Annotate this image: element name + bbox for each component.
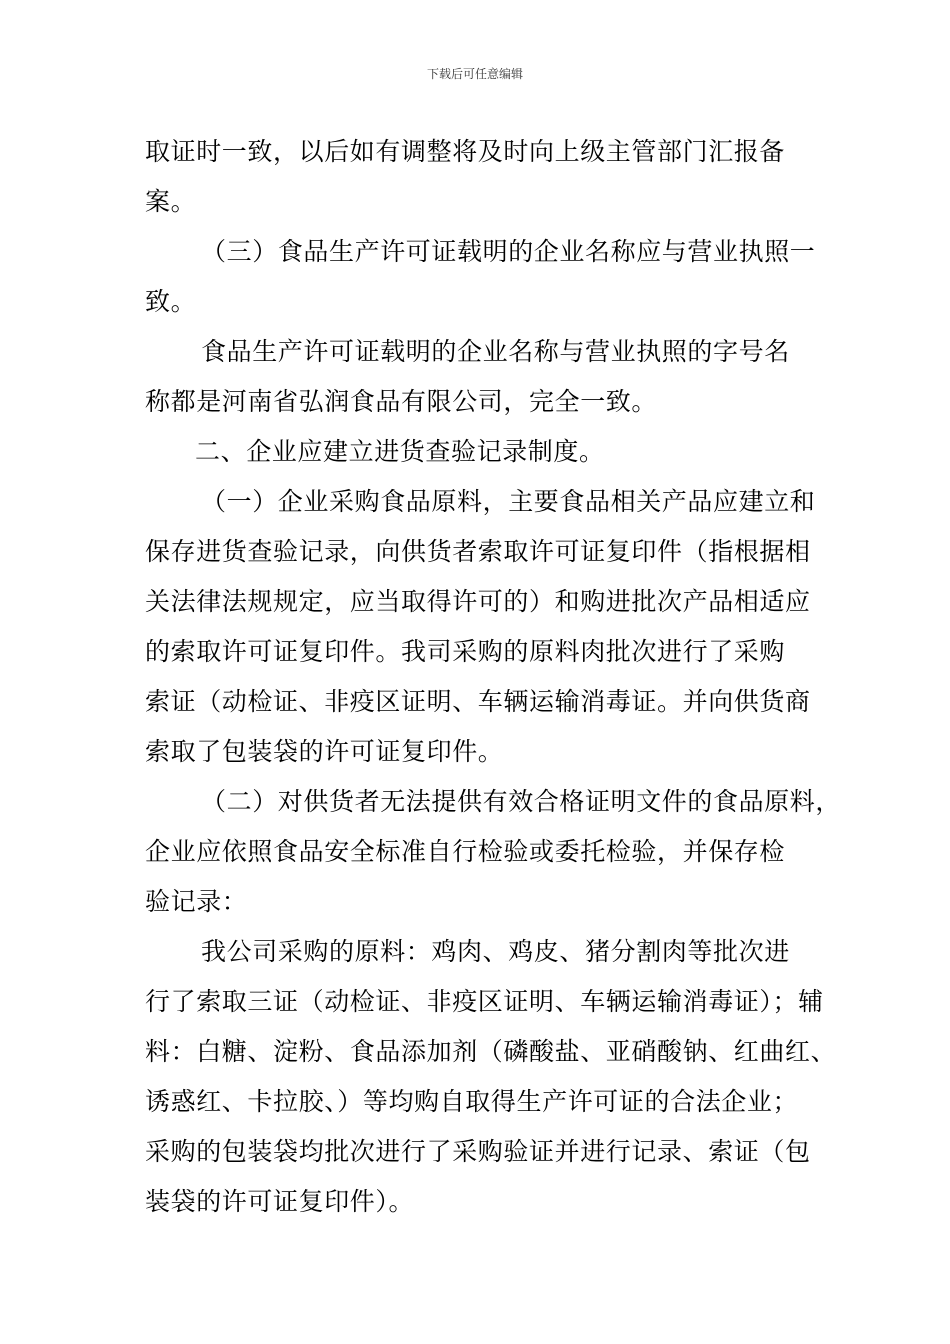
document-body (145, 127, 842, 1227)
text-line: 企业应依照食品安全标准自行检验或委托检验，并保存检 (145, 837, 786, 866)
text-line: 案。 (145, 187, 197, 216)
text-line: 的索取许可证复印件。我司采购的原料肉批次进行了采购 (145, 637, 786, 666)
text-line: 关法律法规规定，应当取得许可的）和购进批次产品相适应 (145, 587, 811, 616)
text-line: 行了索取三证（动检证、非疫区证明、车辆运输消毒证）；辅 (145, 987, 824, 1016)
section-heading: 二、企业应建立进货查验记录制度。 (195, 437, 605, 466)
text-line: （一）企业采购食品原料，主要食品相关产品应建立和 (201, 487, 816, 516)
page-header: 下载后可任意编辑 (426, 67, 523, 81)
text-line: 索证（动检证、非疫区证明、车辆运输消毒证。并向供货商 (145, 687, 811, 716)
text-line: 装袋的许可证复印件）。 (145, 1187, 415, 1216)
text-line: 采购的包装袋均批次进行了采购验证并进行记录、索证（包 (145, 1137, 811, 1166)
text-line: 致。 (145, 287, 197, 316)
text-line: 我公司采购的原料：鸡肉、鸡皮、猪分割肉等批次进 (201, 937, 790, 966)
text-line: 料：白糖、淀粉、食品添加剂（磷酸盐、亚硝酸钠、红曲红、 (145, 1037, 837, 1066)
text-line: 取证时一致，以后如有调整将及时向上级主管部门汇报备 (145, 137, 786, 166)
text-line: 食品生产许可证载明的企业名称与营业执照的字号名 (201, 337, 790, 366)
text-line: 诱惑红、卡拉胶、）等均购自取得生产许可证的合法企业； (145, 1087, 799, 1116)
text-line: （三）食品生产许可证载明的企业名称应与营业执照一 (201, 237, 816, 266)
text-line: （二）对供货者无法提供有效合格证明文件的食品原料， (201, 787, 842, 816)
text-line: 验记录： (145, 887, 248, 916)
text-line: 保存进货查验记录，向供货者索取许可证复印件（指根据相 (145, 537, 811, 566)
text-line: 称都是河南省弘润食品有限公司，完全一致。 (145, 387, 658, 416)
text-line: 索取了包装袋的许可证复印件。 (145, 737, 504, 766)
